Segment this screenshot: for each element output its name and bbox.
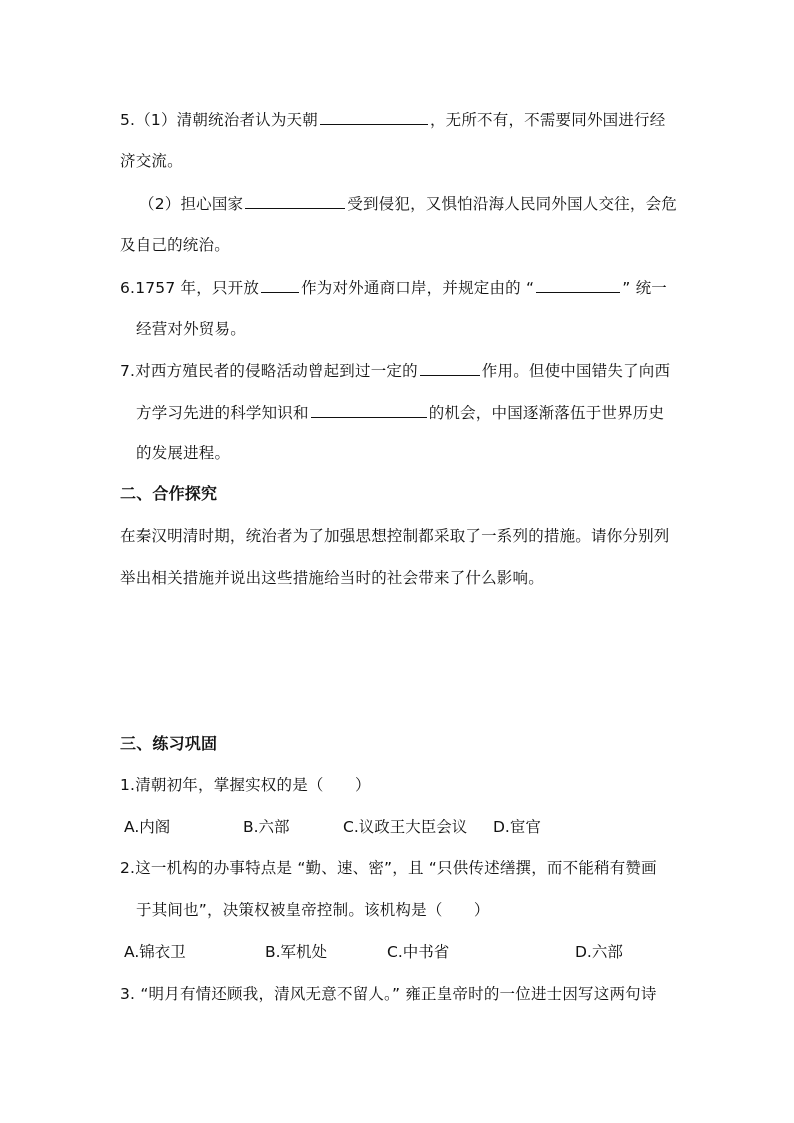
q7-blank-1[interactable] — [420, 360, 480, 376]
section3-heading: 三、练习巩固 — [120, 734, 218, 753]
q7-blank-2[interactable] — [311, 402, 427, 418]
q7-line2 — [136, 402, 664, 423]
q2-stem-line1: 2.这一机构的办事特点是 “勤、速、密”，且 “只供传述缮撰，而不能稍有赞画 — [120, 859, 657, 877]
q5-sub2-text-b: 受到侵犯，又惧怕沿海人民同外国人交往，会危 — [347, 195, 677, 213]
q5-line1 — [120, 109, 665, 130]
q6-line1 — [120, 277, 667, 298]
q1-option-a[interactable]: A.内阁 — [124, 818, 171, 836]
q2-option-b[interactable]: B.军机处 — [265, 943, 328, 961]
q7-text-d: 的机会，中国逐渐落伍于世界历史 — [428, 404, 665, 422]
q5-line4: 及自己的统治。 — [120, 236, 230, 254]
q7-line1 — [120, 360, 670, 381]
q5-line2: 济交流。 — [120, 152, 183, 170]
section2-para-line2: 举出相关措施并说出这些措施给当时的社会带来了什么影响。 — [120, 569, 544, 587]
q7-text-a: 7.对西方殖民者的侵略活动曾起到过一定的 — [120, 362, 418, 380]
section2-para-line1: 在秦汉明清时期，统治者为了加强思想控制都采取了一系列的措施。请你分别列 — [120, 527, 670, 545]
q3-stem-line1: 3. “明月有情还顾我，清风无意不留人。” 雍正皇帝时的一位进士因写这两句诗 — [120, 985, 657, 1003]
q5-text-a: 5.（1）清朝统治者认为天朝 — [120, 111, 318, 129]
q7-text-c: 方学习先进的科学知识和 — [136, 404, 309, 422]
q2-option-d[interactable]: D.六部 — [575, 943, 623, 961]
q5-blank-2[interactable] — [245, 193, 345, 209]
q6-text-b: 作为对外通商口岸，并规定由的 “ — [301, 279, 535, 297]
q6-line2: 经营对外贸易。 — [136, 320, 246, 338]
q5-line3 — [139, 193, 677, 214]
q5-sub2-text-a: （2）担心国家 — [139, 195, 244, 213]
q7-line3: 的发展进程。 — [136, 444, 231, 462]
q1-stem: 1.清朝初年，掌握实权的是（ ） — [120, 776, 371, 794]
section2-heading: 二、合作探究 — [120, 484, 218, 503]
q5-text-b: ，无所不有，不需要同外国进行经 — [429, 111, 666, 129]
q6-blank-1[interactable] — [261, 277, 299, 293]
q6-blank-2[interactable] — [536, 277, 620, 293]
q7-text-b: 作用。但使中国错失了向西 — [481, 362, 671, 380]
q6-text-c: ” 统一 — [622, 279, 667, 297]
q6-text-a: 6.1757 年，只开放 — [120, 279, 260, 297]
q1-option-b[interactable]: B.六部 — [243, 818, 290, 836]
q2-option-c[interactable]: C.中书省 — [387, 943, 450, 961]
q1-option-d[interactable]: D.宦官 — [493, 818, 541, 836]
q2-stem-line2: 于其间也”，决策权被皇帝控制。该机构是（ ） — [136, 901, 490, 919]
q5-blank-1[interactable] — [320, 109, 428, 125]
q2-option-a[interactable]: A.锦衣卫 — [124, 943, 186, 961]
q1-option-c[interactable]: C.议政王大臣会议 — [343, 818, 468, 836]
